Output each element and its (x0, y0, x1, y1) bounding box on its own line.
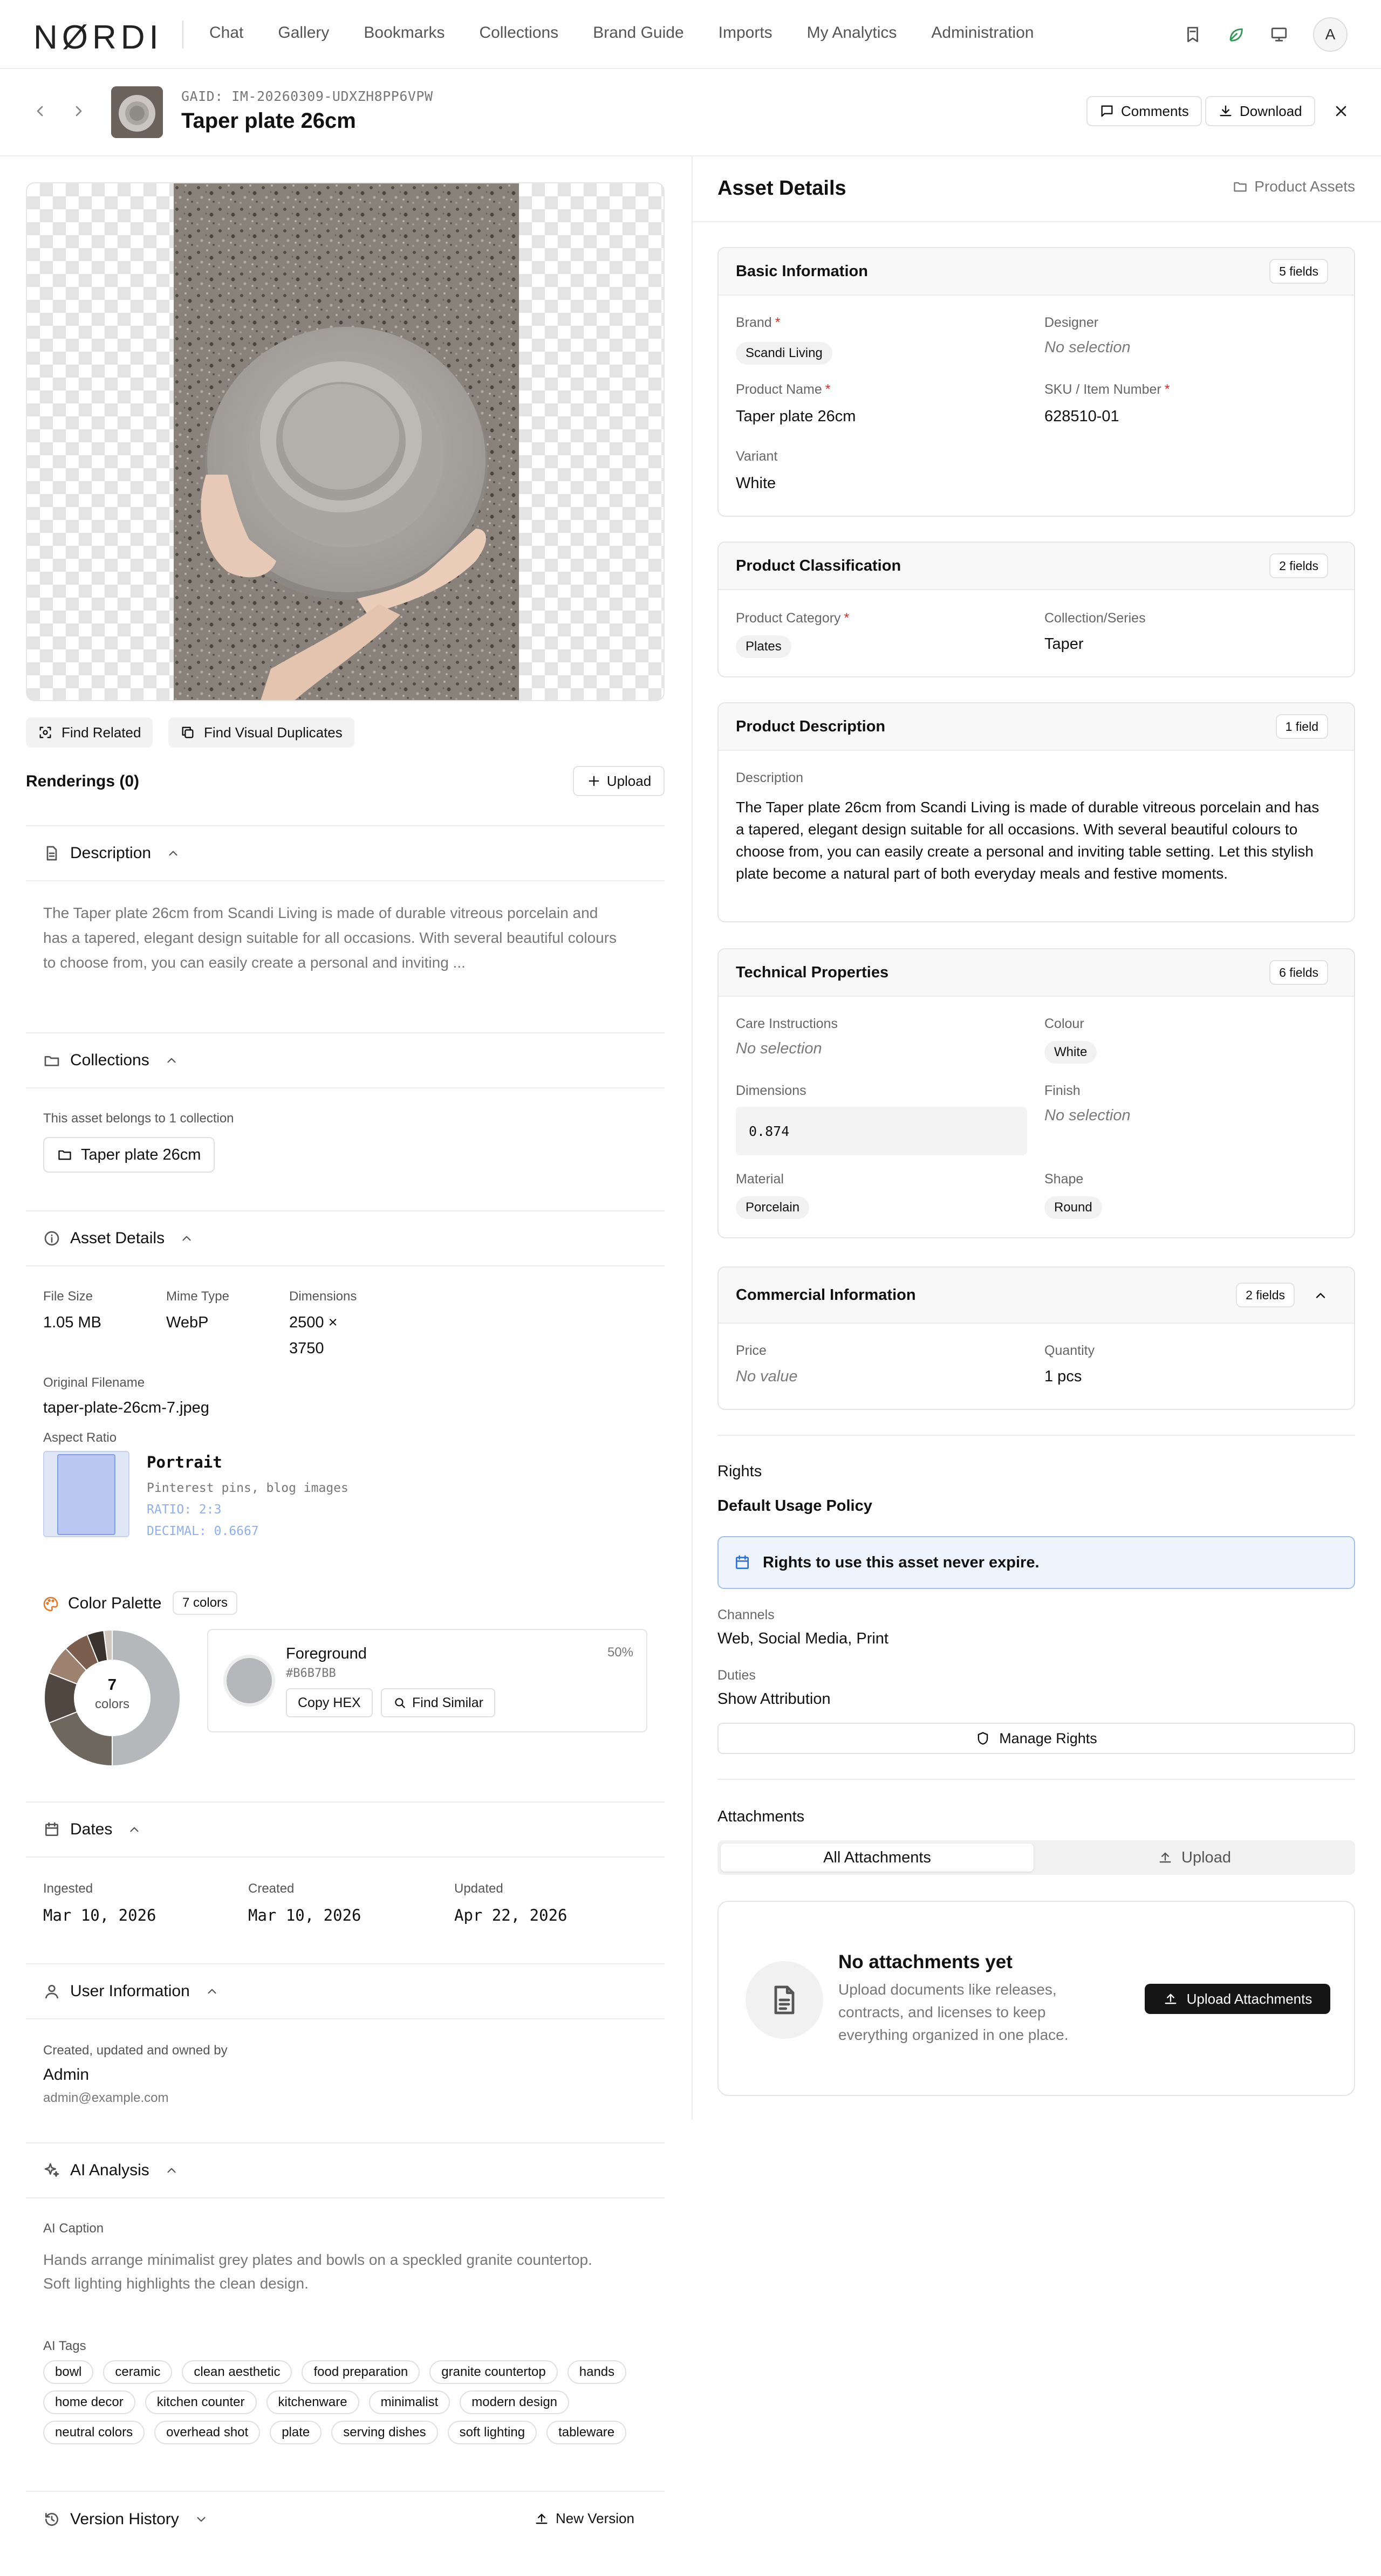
tab-upload[interactable]: Upload (1037, 1844, 1352, 1872)
palette-slice-2[interactable] (49, 1712, 112, 1766)
message-icon (1099, 104, 1115, 119)
chevron-down-icon (194, 2512, 208, 2526)
nav-link-imports[interactable]: Imports (718, 24, 772, 42)
calendar-icon (43, 1821, 60, 1838)
ai-tag[interactable]: kitchen counter (145, 2390, 257, 2414)
attachments-empty-state (717, 1901, 1355, 2096)
empty-state-text: Upload documents like releases, contracts, and licenses to keep everything organized in one place. (838, 1981, 1069, 2043)
aspect-ratio-ratio: RATIO: 2:3 (147, 1503, 222, 1517)
quantity-label: Quantity (1044, 1343, 1095, 1358)
folder-open-icon (43, 1052, 60, 1069)
product-category-label: Product Category * (736, 611, 850, 626)
attachments-heading: Attachments (717, 1808, 805, 1825)
usage-policy-name: Default Usage Policy (717, 1497, 872, 1515)
material-label: Material (736, 1171, 784, 1187)
ingested-value: Mar 10, 2026 (43, 1906, 156, 1924)
leaf-icon[interactable] (1227, 25, 1245, 44)
rights-heading: Rights (717, 1463, 762, 1480)
asset-gaid: GAID: IM-20260309-UDXZH8PP6VPW (181, 88, 433, 104)
product-description-text[interactable]: The Taper plate 26cm from Scandi Living is made of durable vitreous porcelain and has a tapered, elegant design suitable for all occasions. With several beautiful colours to choose from, you can easily create a personal and inviting table setting. Let this stylish plate become a natural part of both everyday meals and festive moments. (736, 799, 1320, 882)
dimensions-label: Dimensions (289, 1289, 357, 1304)
swatch-percentage: 50% (607, 1645, 633, 1660)
ai-tag[interactable]: plate (270, 2421, 322, 2444)
upload-attachments-button[interactable]: Upload Attachments (1145, 1984, 1330, 2014)
manage-rights-button[interactable]: Manage Rights (717, 1723, 1355, 1754)
field-count-badge: 6 fields (1269, 960, 1328, 985)
swatch-hex: #B6B7BB (286, 1667, 336, 1680)
top-navigation (0, 0, 1381, 69)
ai-analysis-section-header[interactable]: AI Analysis (26, 2142, 665, 2198)
column-divider (692, 156, 693, 2120)
donut-center-number: 7 (107, 1676, 117, 1694)
shape-label: Shape (1044, 1171, 1084, 1187)
empty-state-title: No attachments yet (838, 1951, 1013, 1972)
collection-chip[interactable]: Taper plate 26cm (43, 1137, 215, 1173)
nav-link-chat[interactable]: Chat (209, 24, 244, 42)
chevron-up-icon (1313, 1288, 1328, 1303)
chevron-up-icon (127, 1823, 141, 1837)
aspect-ratio-use: Pinterest pins, blog images (147, 1481, 348, 1495)
scan-icon (38, 725, 53, 740)
product-description-header: Product Description 1 field (719, 703, 1354, 751)
find-similar-button[interactable]: Find Similar (381, 1688, 495, 1717)
collection-series-value[interactable]: Taper (1044, 635, 1084, 653)
product-category-chip[interactable]: Plates (736, 635, 791, 658)
attachments-tabs (717, 1840, 1355, 1875)
palette-icon (42, 1595, 59, 1613)
aspect-ratio-name: Portrait (147, 1453, 222, 1471)
ai-tag[interactable]: home decor (43, 2390, 135, 2414)
updated-value: Apr 22, 2026 (454, 1906, 568, 1924)
material-chip[interactable]: Porcelain (736, 1196, 809, 1219)
new-version-button[interactable]: New Version (534, 2510, 634, 2527)
product-name-label: Product Name * (736, 382, 831, 397)
product-classification-header: Product Classification 2 fields (719, 543, 1354, 590)
ai-tag[interactable]: bowl (43, 2360, 93, 2384)
aspect-ratio-preview (43, 1451, 129, 1537)
field-count-badge: 2 fields (1236, 1283, 1295, 1307)
download-icon (1218, 104, 1233, 119)
mime-type-label: Mime Type (166, 1289, 229, 1304)
technical-properties-header: Technical Properties 6 fields (719, 949, 1354, 997)
duties-label: Duties (717, 1668, 756, 1683)
chevron-up-icon (165, 1053, 179, 1067)
shape-chip[interactable]: Round (1044, 1196, 1102, 1219)
dimensions-input[interactable]: 0.874 (736, 1107, 1027, 1155)
nav-link-bookmarks[interactable]: Bookmarks (364, 24, 445, 42)
collections-section-header[interactable]: Collections (26, 1032, 665, 1088)
collection-series-label: Collection/Series (1044, 611, 1146, 626)
finish-label: Finish (1044, 1083, 1081, 1098)
chevron-up-icon (205, 1984, 219, 1998)
collections-note: This asset belongs to 1 collection (43, 1111, 234, 1126)
commercial-information-header[interactable]: Commercial Information 2 fields (719, 1268, 1354, 1324)
finish-value[interactable]: No selection (1044, 1107, 1131, 1124)
search-icon (393, 1696, 407, 1710)
commercial-information-card (717, 1266, 1355, 1410)
ai-tag[interactable]: tableware (546, 2421, 626, 2444)
created-value: Mar 10, 2026 (248, 1906, 361, 1924)
calendar-icon (734, 1554, 751, 1571)
user-avatar[interactable]: A (1313, 17, 1348, 52)
copy-hex-button[interactable]: Copy HEX (286, 1688, 373, 1717)
mime-type-value: WebP (166, 1314, 209, 1331)
brand-label: Brand * (736, 315, 781, 330)
ai-tags-label: AI Tags (43, 2339, 86, 2353)
color-swatch (223, 1655, 275, 1707)
asset-details-section-header[interactable]: Asset Details (26, 1210, 665, 1266)
info-icon (43, 1230, 60, 1247)
color-count-badge: 7 colors (173, 1591, 237, 1615)
basic-information-header: Basic Information 5 fields (719, 248, 1354, 296)
asset-preview[interactable] (26, 182, 665, 701)
ai-tag[interactable]: soft lighting (448, 2421, 537, 2444)
asset-photo (174, 183, 519, 701)
updated-label: Updated (454, 1881, 503, 1896)
asset-details-panel-title: Asset Details (717, 177, 846, 200)
find-visual-duplicates-button[interactable]: Find Visual Duplicates (168, 717, 354, 748)
upload-icon (1163, 1991, 1178, 2006)
brand-logo[interactable]: NØRDI (33, 19, 163, 56)
ai-tag[interactable]: serving dishes (331, 2421, 437, 2444)
created-label: Created (248, 1881, 295, 1896)
ai-tag[interactable]: ceramic (103, 2360, 172, 2384)
donut-center-label: colors (94, 1697, 130, 1711)
file-size-label: File Size (43, 1289, 93, 1304)
variant-value[interactable]: White (736, 475, 776, 492)
aspect-ratio-label: Aspect Ratio (43, 1430, 117, 1445)
description-text: The Taper plate 26cm from Scandi Living is made of durable vitreous porcelain and has a tapered, elegant design suitable for all occasions. With several beautiful colours to choose from, you can easily create a personal and inviting ... (43, 905, 617, 971)
variant-label: Variant (736, 449, 778, 464)
price-label: Price (736, 1343, 767, 1358)
file-size-value: 1.05 MB (43, 1314, 101, 1331)
logo-divider (182, 20, 183, 49)
upload-icon (534, 2511, 549, 2526)
original-filename-label: Original Filename (43, 1375, 145, 1390)
basic-information-card (717, 247, 1355, 517)
section-divider (717, 1435, 1355, 1436)
copy-icon (180, 725, 195, 740)
product-classification-card (717, 542, 1355, 677)
dimensions-value-line1: 2500 × (289, 1314, 338, 1331)
field-count-badge: 1 field (1276, 714, 1328, 739)
field-count-badge: 5 fields (1269, 259, 1328, 284)
sparkles-icon (43, 2162, 60, 2179)
upload-icon (1158, 1850, 1173, 1865)
download-button[interactable]: Download (1205, 96, 1315, 126)
history-icon (43, 2511, 60, 2528)
chevron-up-icon (180, 1231, 194, 1245)
monitor-icon[interactable] (1270, 25, 1288, 44)
selected-color-card (207, 1629, 647, 1732)
ai-tag[interactable]: overhead shot (154, 2421, 260, 2444)
duties-value: Show Attribution (717, 1690, 831, 1708)
chevron-left-icon[interactable] (31, 102, 49, 120)
chevron-up-icon (165, 2163, 179, 2177)
quantity-value[interactable]: 1 pcs (1044, 1368, 1082, 1385)
sku-label: SKU / Item Number * (1044, 382, 1170, 397)
technical-properties-card (717, 948, 1355, 1238)
asset-header (0, 69, 1381, 156)
care-instructions-label: Care Instructions (736, 1016, 838, 1031)
price-value[interactable]: No value (736, 1368, 798, 1385)
original-filename-value: taper-plate-26cm-7.jpeg (43, 1399, 209, 1416)
aspect-ratio-decimal: DECIMAL: 0.6667 (147, 1524, 259, 1538)
dates-section-header[interactable]: Dates (26, 1801, 665, 1858)
chevron-right-icon[interactable] (70, 102, 87, 120)
file-text-icon (767, 1983, 802, 2017)
nav-link-gallery[interactable]: Gallery (278, 24, 330, 42)
shield-icon (975, 1731, 990, 1746)
plus-icon (586, 773, 601, 789)
bookmark-icon[interactable] (1184, 25, 1202, 44)
renderings-title: Renderings (0) (26, 772, 140, 790)
sku-value[interactable]: 628510-01 (1044, 408, 1119, 425)
care-instructions-value[interactable]: No selection (736, 1040, 822, 1057)
dimensions-field-label: Dimensions (736, 1083, 806, 1098)
section-divider (717, 1779, 1355, 1780)
user-email: admin@example.com (43, 2091, 169, 2105)
rights-banner: Rights to use this asset never expire. (717, 1536, 1355, 1589)
panel-divider (693, 221, 1381, 222)
colour-chip[interactable]: White (1044, 1041, 1097, 1064)
user-info-note: Created, updated and owned by (43, 2043, 228, 2058)
document-icon (43, 845, 60, 862)
chevron-up-icon (166, 846, 180, 860)
nav-icon-group (1184, 17, 1348, 52)
folder-icon (57, 1147, 72, 1162)
channels-label: Channels (717, 1607, 775, 1622)
designer-label: Designer (1044, 315, 1099, 330)
ai-tag[interactable]: granite countertop (429, 2360, 557, 2384)
asset-thumbnail (111, 86, 163, 138)
nav-link-brand-guide[interactable]: Brand Guide (593, 24, 684, 42)
tab-all-attachments[interactable]: All Attachments (721, 1844, 1034, 1872)
nav-link-administration[interactable]: Administration (931, 24, 1034, 42)
ai-tag[interactable]: food preparation (302, 2360, 420, 2384)
product-name-value[interactable]: Taper plate 26cm (736, 408, 856, 425)
product-description-label: Description (736, 770, 804, 785)
ai-tag[interactable]: minimalist (369, 2390, 450, 2414)
color-palette-heading: Color Palette (68, 1594, 162, 1612)
comments-button[interactable]: Comments (1086, 96, 1202, 126)
ai-caption-label: AI Caption (43, 2221, 104, 2236)
nav-link-my-analytics[interactable]: My Analytics (806, 24, 897, 42)
ai-tag[interactable]: kitchenware (266, 2390, 359, 2414)
product-description-card (717, 702, 1355, 922)
ai-tag[interactable]: modern design (460, 2390, 569, 2414)
ai-tags-list (43, 2360, 669, 2451)
user-name: Admin (43, 2066, 90, 2084)
dimensions-value-line2: 3750 (289, 1340, 324, 1357)
ai-tag[interactable]: hands (568, 2360, 626, 2384)
asset-title: Taper plate 26cm (181, 109, 356, 133)
nav-link-collections[interactable]: Collections (479, 24, 559, 42)
renderings-upload-button[interactable]: Upload (573, 766, 665, 796)
field-count-badge: 2 fields (1269, 553, 1328, 578)
ai-caption-text: Hands arrange minimalist grey plates and bowls on a speckled granite countertop. Soft lighting highlights the clean design. (43, 2251, 592, 2292)
document-icon-circle (746, 1961, 823, 2039)
ai-tag[interactable]: clean aesthetic (182, 2360, 292, 2384)
channels-value: Web, Social Media, Print (717, 1630, 888, 1647)
swatch-name: Foreground (286, 1645, 367, 1662)
colour-label: Colour (1044, 1016, 1084, 1031)
designer-value[interactable]: No selection (1044, 339, 1131, 356)
ingested-label: Ingested (43, 1881, 93, 1896)
user-info-section-header[interactable]: User Information (26, 1963, 665, 2019)
ai-tag[interactable]: neutral colors (43, 2421, 145, 2444)
user-icon (43, 1983, 60, 2000)
description-section-header[interactable]: Description (26, 825, 665, 881)
main-nav-links (209, 24, 1068, 42)
product-assets-link[interactable]: Product Assets (1233, 178, 1355, 195)
version-history-section-header[interactable]: Version History (26, 2491, 665, 2547)
find-related-button[interactable]: Find Related (26, 717, 153, 748)
brand-chip[interactable]: Scandi Living (736, 342, 832, 365)
folder-icon (1233, 179, 1248, 194)
close-icon[interactable] (1332, 102, 1350, 120)
